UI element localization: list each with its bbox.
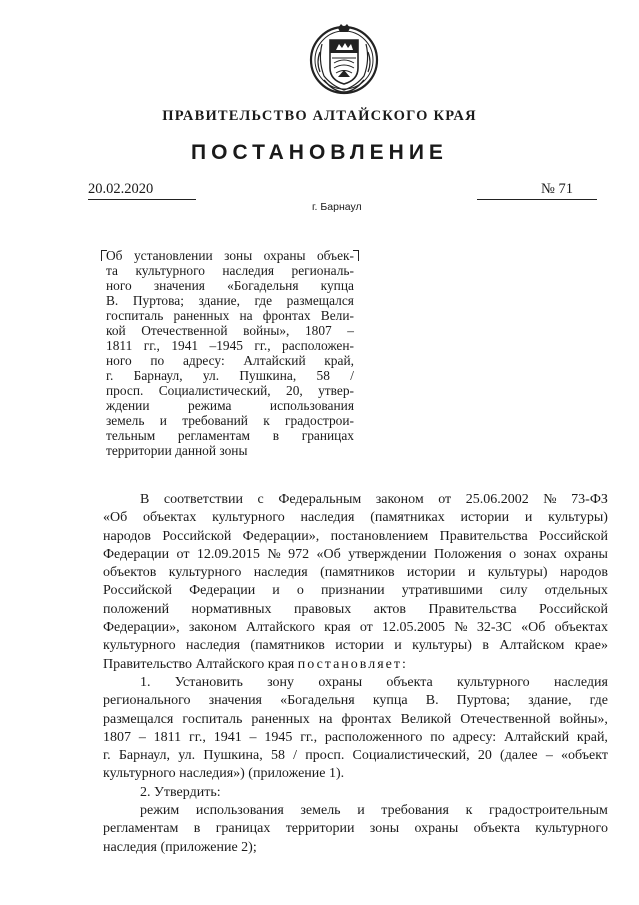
item1-line <box>103 747 608 765</box>
item1-word: гг., <box>188 729 206 745</box>
preamble-word: от <box>359 620 373 636</box>
document-type-title: ПОСТАНОВЛЕНИЕ <box>191 141 448 164</box>
preamble-word: правовых <box>293 601 352 617</box>
subject-word: – <box>347 323 354 338</box>
preamble-line <box>103 528 608 546</box>
item1-line <box>103 765 608 783</box>
item-1-paragraph <box>103 674 608 784</box>
preamble-word: 972 <box>288 546 310 562</box>
preamble-word: и <box>524 510 533 526</box>
preamble-word: наследия <box>253 565 308 581</box>
item1-word: войны», <box>559 711 608 727</box>
preamble-word: наследия <box>300 510 355 526</box>
subject-word: Пушкина, <box>239 368 297 383</box>
subject-word: фронтах <box>262 308 311 323</box>
preamble-word: народов <box>103 528 152 544</box>
preamble-word: и <box>272 583 280 599</box>
preamble-word: Положения <box>433 546 502 562</box>
subject-line <box>106 293 354 308</box>
preamble-word: (памятников <box>320 565 395 581</box>
preamble-word: истории <box>406 565 456 581</box>
item1-word: Великой <box>400 711 452 727</box>
item1-word: Социалистический, <box>352 748 470 764</box>
subject-word: градострои- <box>285 413 354 428</box>
subject-line <box>106 353 354 368</box>
subject-word: зоны <box>224 248 253 263</box>
item2a-word: и <box>357 803 365 819</box>
preamble-word: «Об <box>316 546 341 562</box>
item2a-word: границах <box>215 821 271 837</box>
item1-line <box>103 729 608 747</box>
item1-word: по <box>430 729 445 745</box>
item1-word: здание, <box>528 693 572 709</box>
subject-word: Алтайский <box>243 353 306 368</box>
item2a-word: режим <box>140 803 180 819</box>
preamble-word: объектов <box>103 565 157 581</box>
subject-word: гг., <box>143 338 160 353</box>
document-date-value: 20.02.2020 <box>88 181 154 197</box>
preamble-word: края <box>324 620 351 636</box>
item2a-word: требования <box>381 803 449 819</box>
preamble-word: наследия <box>186 638 241 654</box>
preamble-word: культуры) <box>487 565 548 581</box>
preamble-line <box>103 509 608 527</box>
preamble-word: Федеральным <box>278 492 362 507</box>
preamble-word: крае» <box>574 638 608 654</box>
subject-word: та <box>106 263 118 278</box>
preamble-word: 12.05.2005 <box>382 620 445 636</box>
item1-word: охраны <box>318 674 363 690</box>
subject-word: Об <box>106 248 123 263</box>
item1-word: фронтах <box>341 711 392 727</box>
preamble-word: охраны <box>564 546 608 562</box>
preamble-word: Федерации», <box>103 620 180 636</box>
subject-line <box>106 398 354 413</box>
item2a-word: территории <box>285 821 355 837</box>
subject-word: режима <box>188 398 232 413</box>
preamble-line <box>103 637 608 655</box>
item1-word: Алтайский <box>504 729 570 745</box>
subject-word: кой <box>106 323 126 338</box>
item1-word: Пушкина, <box>203 748 263 764</box>
item1-word: где <box>589 693 608 709</box>
subject-word: и <box>159 413 167 428</box>
preamble-word: Российской <box>539 528 608 544</box>
preamble-word: Правительства <box>439 528 528 544</box>
subject-word: / <box>350 368 354 383</box>
item2a-word: градостроительным <box>489 803 608 819</box>
item-2-title: 2. Утвердить: <box>140 784 221 800</box>
subject-word: здание, <box>198 293 240 308</box>
subject-word: гг., <box>254 338 271 353</box>
document-number-value: № 71 <box>541 181 573 197</box>
item2a-word: использования <box>195 803 284 819</box>
subject-word: 58 <box>316 368 330 383</box>
item1-word: 1945 <box>264 729 293 745</box>
preamble-word: В <box>140 492 150 507</box>
subject-word: ного <box>106 353 132 368</box>
preamble-word: от <box>176 546 190 562</box>
preamble-word: культурного <box>103 638 176 654</box>
preamble-word: культурного <box>168 565 242 581</box>
subject-word: адресу: <box>182 353 225 368</box>
subject-word: г. <box>106 368 114 383</box>
subject-word: ного <box>106 278 132 293</box>
preamble-word: истории <box>460 510 510 526</box>
preamble-word: нормативных <box>191 601 272 617</box>
preamble-word: «Об <box>521 620 546 636</box>
subject-word: в <box>272 428 280 443</box>
subject-word: где <box>254 293 273 308</box>
item1-word: наследия <box>553 674 608 690</box>
subject-word: регламентам <box>177 428 251 443</box>
item1-word: зону <box>267 674 295 690</box>
subject-word: культурного <box>135 263 205 278</box>
item1-word: 1941 <box>213 729 242 745</box>
subject-word: объек- <box>316 248 354 263</box>
preamble-word: утратившими <box>401 583 483 599</box>
item2a-word: земель <box>300 803 341 819</box>
item1-word: купца <box>372 693 408 709</box>
preamble-word: отдельных <box>544 583 608 599</box>
subject-line <box>106 368 354 383</box>
preamble-word: объектах <box>142 510 197 526</box>
subject-word: Отечественной <box>141 323 228 338</box>
item1-word: 1807 <box>103 729 131 745</box>
subject-word: размещался <box>286 293 354 308</box>
item1-word: на <box>318 711 333 727</box>
subject-word: на <box>239 308 253 323</box>
preamble-word: Федерации <box>103 546 170 562</box>
preamble-word: культурного <box>212 510 285 526</box>
preamble-word: признании <box>320 583 385 599</box>
item1-word: 58 <box>270 748 285 764</box>
preamble-word: № <box>454 620 468 636</box>
item1-word: В. <box>425 693 439 709</box>
preamble-word: законом <box>375 492 424 507</box>
subject-word: утвер- <box>318 383 354 398</box>
subject-word: установлении <box>133 248 213 263</box>
preamble-word: Федерации», <box>242 528 320 544</box>
item1-word: Пуртова; <box>456 693 511 709</box>
subject-word: расположен- <box>282 338 354 353</box>
subject-word: просп. <box>106 383 144 398</box>
item2a-word: к <box>465 803 473 819</box>
item2a-word: охраны <box>414 821 459 837</box>
subject-word: 20, <box>286 383 303 398</box>
item1-word: гг., <box>300 729 318 745</box>
item1-word: регионального <box>103 693 191 709</box>
item1-word: размещался <box>103 711 174 727</box>
subject-word: охраны <box>263 248 306 263</box>
item1-word: расположенного <box>324 729 423 745</box>
preamble-word: положений <box>103 601 170 617</box>
item1-word: значения <box>208 693 262 709</box>
preamble-word: законом <box>188 620 237 636</box>
subject-word: край, <box>324 353 354 368</box>
subject-word: Пуртова; <box>132 293 184 308</box>
item1-word: г. <box>103 748 111 764</box>
subject-word: региональ- <box>291 263 354 278</box>
preamble-word: Алтайском <box>499 638 565 654</box>
subject-word: территории данной зоны <box>106 443 248 458</box>
preamble-line <box>103 564 608 582</box>
item1-word: адресу: <box>452 729 497 745</box>
subject-line <box>106 248 354 263</box>
preamble-line <box>103 491 608 509</box>
item1-word: – <box>249 729 257 745</box>
preamble-paragraph <box>103 491 608 656</box>
preamble-word: о <box>509 546 517 562</box>
preamble-word: с <box>257 492 264 507</box>
subject-word: использования <box>269 398 354 413</box>
item1-word: – <box>545 748 553 764</box>
document-number <box>477 181 597 200</box>
preamble-word: постановлением <box>330 528 429 544</box>
preamble-word: № <box>267 546 281 562</box>
subject-word: купца <box>320 278 354 293</box>
subject-line <box>106 263 354 278</box>
item1-word: госпиталь <box>182 711 243 727</box>
document-city: г. Барнаул <box>312 201 362 213</box>
subject-word: земель <box>106 413 145 428</box>
item1-word: ул. <box>178 748 196 764</box>
item1-word: / <box>293 748 298 764</box>
preamble-word: соответствии <box>163 492 243 507</box>
item1-word: культурного <box>457 674 530 690</box>
subject-word: 1941 <box>171 338 199 353</box>
subject-word: Социалистический, <box>158 383 271 398</box>
item2a-word: культурного <box>535 821 608 837</box>
preamble-word: Российской <box>538 601 608 617</box>
item1-text: культурного наследия») (приложение 1). <box>103 766 345 782</box>
subject-line <box>106 443 354 458</box>
item1-word: 1. <box>140 674 151 690</box>
item1-word: объекта <box>386 674 433 690</box>
preamble-word: Правительства <box>428 601 517 617</box>
document-body <box>103 491 608 857</box>
subject-word: тельным <box>106 428 156 443</box>
item2a-word: зоны <box>369 821 400 837</box>
subject-line <box>106 308 354 323</box>
item1-word: Установить <box>174 674 243 690</box>
item1-line <box>103 674 608 692</box>
item1-line <box>103 692 608 710</box>
subject-line <box>106 338 354 353</box>
preamble-word: (памятников <box>250 638 325 654</box>
item1-word: 1811 <box>153 729 182 745</box>
item1-line <box>103 711 608 729</box>
item2a-line <box>103 820 608 838</box>
item2a-word: регламентам <box>103 821 179 837</box>
preamble-word: истории <box>335 638 384 654</box>
government-name: ПРАВИТЕЛЬСТВО АЛТАЙСКОГО КРАЯ <box>162 108 477 124</box>
preamble-line <box>103 601 608 619</box>
altai-coat-of-arms-icon <box>308 22 380 98</box>
preamble-word: и <box>467 565 476 581</box>
item1-word: (далее <box>500 748 538 764</box>
subject-word: госпиталь <box>106 308 164 323</box>
subject-line <box>106 428 354 443</box>
subject-line <box>106 323 354 338</box>
item1-word: «Богадельня <box>280 693 355 709</box>
preamble-word: зонах <box>523 546 557 562</box>
subject-word: требований <box>182 413 248 428</box>
document-date <box>88 181 196 200</box>
item1-word: раненных <box>251 711 310 727</box>
subject-line <box>106 278 354 293</box>
resolves-word: постановляет: <box>297 656 408 672</box>
preamble-word: актов <box>373 601 407 617</box>
subject-word: войны», <box>243 323 290 338</box>
preamble-word: от <box>438 492 452 507</box>
item2a-word: в <box>193 821 201 837</box>
subject-word: границах <box>301 428 354 443</box>
item1-word: Отечественной <box>460 711 551 727</box>
preamble-line <box>103 546 608 564</box>
resolves-prefix: Правительство Алтайского края <box>103 656 295 672</box>
item2a-text: наследия (приложение 2); <box>103 839 257 855</box>
subject-block <box>106 248 354 458</box>
subject-word: ул. <box>202 368 220 383</box>
item1-word: Барнаул, <box>118 748 171 764</box>
preamble-word: 25.06.2002 <box>465 492 529 507</box>
subject-word: В. <box>106 293 119 308</box>
item1-word: 20 <box>477 748 492 764</box>
resolves-line <box>103 656 608 674</box>
preamble-word: в <box>482 638 489 654</box>
subject-word: к <box>263 413 270 428</box>
subject-word: по <box>150 353 165 368</box>
item1-word: – <box>138 729 146 745</box>
subject-word: Вели- <box>320 308 354 323</box>
preamble-word: (памятниках <box>370 510 445 526</box>
preamble-word: 32-ЗС <box>476 620 512 636</box>
item-2a-paragraph <box>103 802 608 857</box>
subject-word: раненных <box>173 308 230 323</box>
preamble-line <box>103 582 608 600</box>
subject-word: –1945 <box>209 338 243 353</box>
subject-word: значения <box>153 278 205 293</box>
preamble-word: культуры) <box>412 638 472 654</box>
subject-word: Барнаул, <box>133 368 183 383</box>
preamble-word: «Об <box>103 510 128 526</box>
preamble-word: силу <box>499 583 528 599</box>
preamble-word: Российской <box>162 528 232 544</box>
subject-line <box>106 383 354 398</box>
preamble-word: и <box>394 638 402 654</box>
preamble-word: № <box>543 492 557 507</box>
item1-word: край, <box>576 729 608 745</box>
subject-word: ждении <box>106 398 150 413</box>
item1-word: «объект <box>561 748 608 764</box>
subject-word: 1811 <box>106 338 133 353</box>
subject-word: 1807 <box>304 323 332 338</box>
preamble-word: 73-ФЗ <box>571 492 608 507</box>
item-2-title-line <box>103 784 608 802</box>
preamble-line <box>103 619 608 637</box>
preamble-word: Российской <box>103 583 172 599</box>
preamble-word: объектах <box>554 620 608 636</box>
preamble-word: 12.09.2015 <box>196 546 260 562</box>
preamble-word: Алтайского <box>246 620 315 636</box>
preamble-word: народов <box>559 565 608 581</box>
preamble-word: Федерации <box>189 583 256 599</box>
item2a-line <box>103 839 608 857</box>
subject-line <box>106 413 354 428</box>
preamble-word: утверждении <box>348 546 427 562</box>
subject-word: наследия <box>222 263 275 278</box>
item1-word: просп. <box>305 748 345 764</box>
item2a-line <box>103 802 608 820</box>
preamble-word: культуры) <box>548 510 608 526</box>
item2a-word: объекта <box>473 821 520 837</box>
preamble-word: о <box>296 583 304 599</box>
subject-word: «Богадельня <box>227 278 299 293</box>
